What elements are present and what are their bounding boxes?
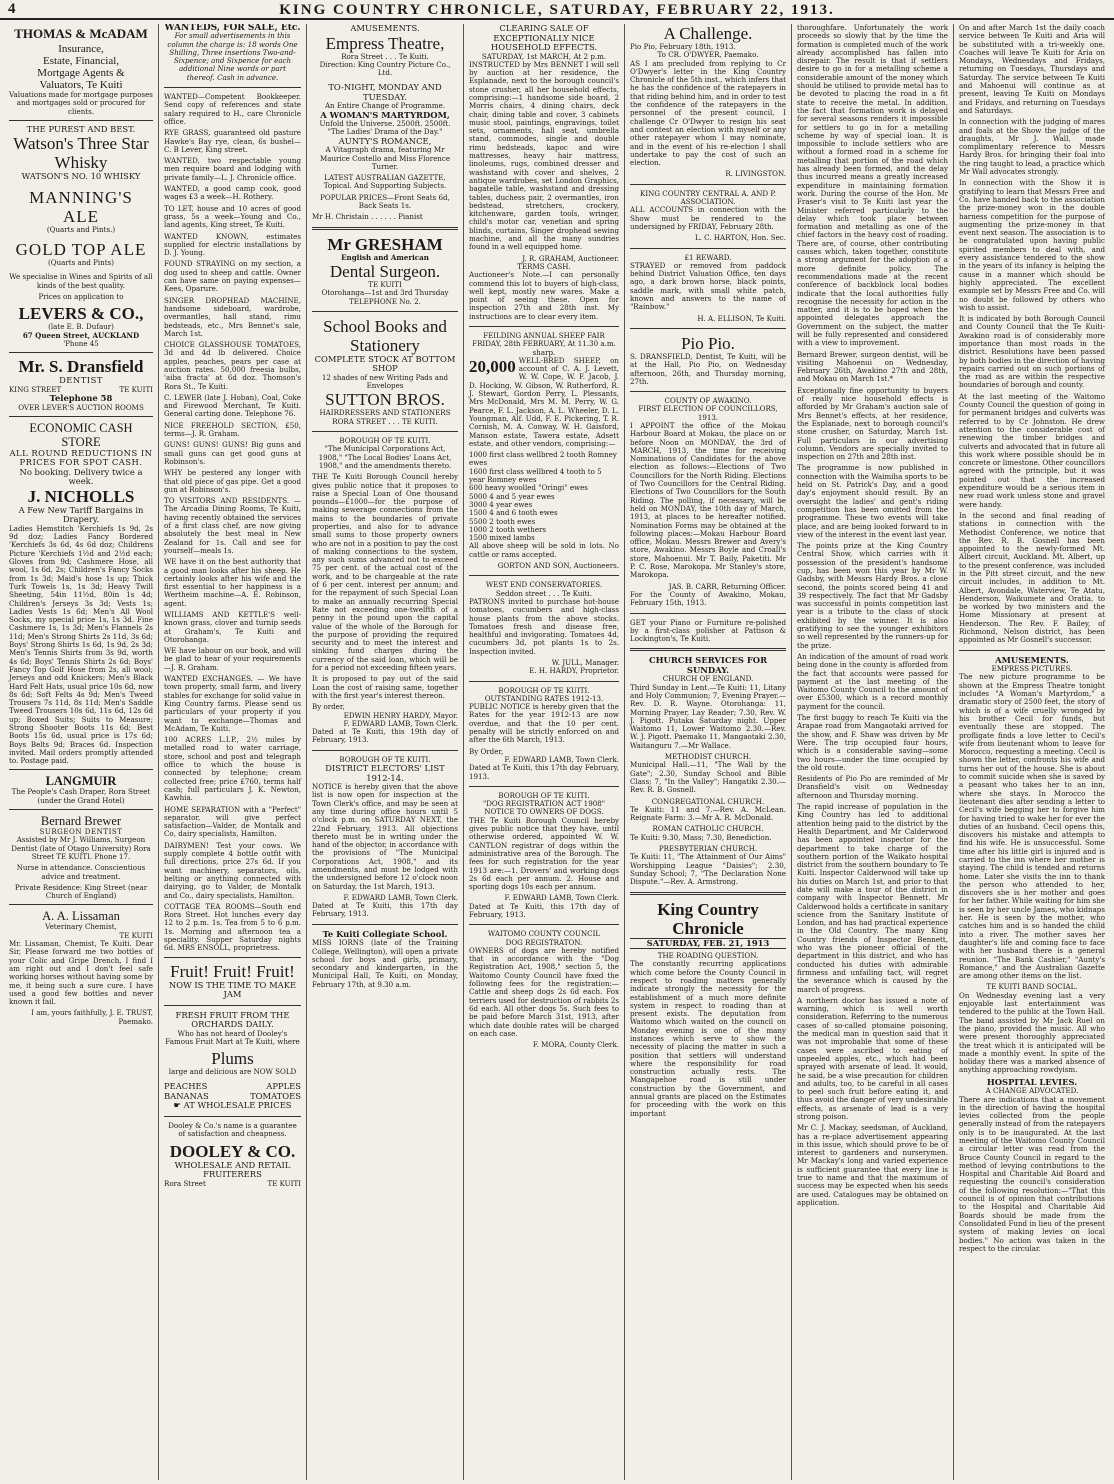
catholic-text: Te Kuiti: 9.30, Mass; 7.30, Benediction. bbox=[630, 832, 772, 842]
fruit-text: Who has not heard of Dooley's Famous Fruit Mart at Te Kuiti, where bbox=[165, 1028, 300, 1046]
reward-heading: £1 REWARD. bbox=[684, 252, 732, 262]
wanted-ad-2: RYE GRASS, guaranteed old pasture Hawke's Bay rye, clean, 6s bushel—C. B Lever, King street. bbox=[164, 128, 301, 154]
programme-label: An Entire Change of Programme. bbox=[324, 101, 446, 111]
wanted-ad-18: WANTED EXCHANGES. — We have town property, small farm, and livery stables for exchange for solid value in King Country farms. Please send us particulars of your property if you want to exchange—Thomas and McAdam, Te Kuiti. bbox=[164, 674, 301, 733]
dog-text: THE Te Kuiti Borough Council hereby gives public notice that they have, until otherwise ordered, appointed W. W. CANTLON registrar of dogs within the administrative area of the Borough. The fees for such registration for the year 1913 are:—1. Drovers' and working dogs 2s 6d each per annum. 2. House and sporting dogs 10s each per annum. bbox=[469, 815, 619, 892]
town-clerk-sign-2: F. EDWARD LAMB, Town Clerk. bbox=[343, 892, 458, 902]
by-order-1: By order, bbox=[312, 702, 345, 712]
gresham-sub: English and American bbox=[341, 252, 429, 262]
writing-pads: 12 shades of new Writing Pads and Envelopes bbox=[321, 372, 449, 391]
town-clerk-sign-4: F. EDWARD LAMB, Town Clerk. bbox=[504, 893, 619, 903]
buggy-text: The first buggy to reach Te Kuiti via the Arapae road from Mangaotaki arrived for the show, and F. Shaw was driven by Mr Were. The trip occupied four hours, which is a considerable saving—some two hours—under the time occupied by the old route. bbox=[797, 713, 948, 772]
methodist-heading: METHODIST CHURCH. bbox=[664, 752, 752, 762]
collegiate-text: MISS IORNS (late of the Training College, Wellington), will open a private school for boys and girls, primary, secondary and kindergarten, in the Municipal Hall, Te Kuiti, on Monday, February 17th, at 9.30 a.m. bbox=[312, 938, 458, 989]
waitomo-bridges-text: At the last meeting of the Waitomo County Council the question of going in for permanent bridges and culverts was referred to by Cr Johnston. He drew attention to the considerable cost of renewing the timber bridges and culverts and advocated that in future all this work where possible should be in concrete or limestone. Other councillors agreed with the principle, but it was pointed out that the increased expenditure would be a serious item in new road work unless stone and gravel were handy. bbox=[959, 391, 1105, 509]
sheep-item: 1600 first class wellbred 4 tooth to 5 year Romney ewes bbox=[469, 466, 602, 485]
feilding-date: FRIDAY, 28th FEBRUARY, At 11.30 a.m. sharp. bbox=[472, 339, 616, 357]
reductions-text: ALL ROUND REDUCTIONS IN PRICES FOR SPOT CASH. bbox=[9, 447, 153, 468]
band-social-text: On Wednesday evening last a very enjoyable last entertainment was tendered to the public at the Town Hall. The band assisted by Mr Jack Ruel on the piano, provided the music. All who were present thoroughly appreciated the treat which it is anticipated will be made a monthly event. In spite of the holiday there was a marked absence of anything approaching rowdyism. bbox=[959, 990, 1105, 1075]
congregational-heading: CONGREGATIONAL CHURCH. bbox=[651, 796, 765, 806]
roading-text-cont: thoroughfare. Unfortunately the work proceeds so slowly that by the time the formation is completed much of the work already accomplished has fallen into disrepair. The result is that if settlers desire to go in for a metalling scheme a considerable amount of the money which should be utilised to provide metal has to be devoted to placing the road in a fit state to receive the metal. In addition, the fact that formation work is delayed for several seasons renders it impossible for settlers to go in for a metalling scheme by way of special loan. It is impossible to include settlers who are without a formed road in a scheme for metalling that portion of the road which has already been formed, and the delay thus incurred means a greatly increased expenditure in maintaining formation work. During the course of the Hon. Mr Fraser's visit to Te Kuiti last year the Minister referred particularly to the delay which took place between formation and metalling as one of the chief factors in the heavy cost of roading. There are, of course, other contributing causes which, taken together, constitute a strong argument for the adoption of a more definite policy. The recommendations made at the recent conference of backblock local bodies indicate that the local authorities fully recognise the necessity for action in the matter, and it is to be hoped when the appointed delegates approach the Government on the subject, the matter will be fully represented and considered with a view to improvement. bbox=[797, 24, 948, 348]
loan-text: THE Te Kuiti Borough Council hereby gives public notice that it proposes to raise a Special Loan of One thousand pounds—£1000—for the purpose of making sewerage connections from the mains to the boundaries of private properties, and also for to advance small sums to those property owners who are not in a position to pay the cost of making connections to the system, any such sums advanced not to exceed 75 per cent. of the actual cost of the work, and to be chargeable at the rate of 6 per cent. interest per annum; and for the repayment of such Special Loan to make an annually recurring Special Rate not exceeding one-twelfth of a penny in the pound upon the capital value of the whole of the Borough for the purpose of providing the required security and to meet the interest and sinking fund charges during the currency of the said loan, which will be for a period not exceeding fifteen years. bbox=[312, 472, 458, 673]
gorton-sign: GORTON AND SON, Auctioneers. bbox=[497, 561, 619, 571]
borough-road-text: It is indicated by both Borough Council and County Council that the Te Kuiti-Awakino road is of considerably more importance than most roads in the district. Resolutions have been passed by both bodies in the direction of having repairs carried out on such portions of the road as are within the respective boundaries of borough and county. bbox=[959, 314, 1105, 390]
dog-registration-heading: DOG REGISTRATON. bbox=[505, 937, 583, 947]
show-2-text: In connection with the Show it is gratifying to learn that Messrs Free and Co. have handed back to the association the prize-money won in the double harness competition for the purpose of augmenting the prize-money in that event next season. The association is to be congratulated upon having public spirited members to deal with, and every assistance tendered to the show in the years of its infancy is helping the cause in a manner which should be highly appreciated. The excellent example set by Messrs Free and Co. will no doubt be followed by others who wish to assist. bbox=[959, 178, 1105, 312]
lissaman-location: TE KUITI bbox=[119, 930, 153, 940]
borough-act-text: "The Municipal Corporations Act, 1908," "The Local Bodies' Loans Act, 1908," and the amendments thereto. bbox=[318, 444, 452, 470]
watson-sub: WATSON'S NO. 10 WHISKY bbox=[21, 171, 141, 182]
sheep-item: 5500 2 tooth ewes bbox=[469, 516, 536, 526]
wanted-ad-9: CHOICE GLASSHOUSE TOMATOES, 3d and 4d lb delivered. Choice apples, peaches, pears per case at auction rates. 50,000 freesia bulbs, 'aiba fracta' at 6d doz. Thomson's Rora St., Te Kuiti. bbox=[164, 340, 301, 391]
column-7 bbox=[954, 24, 1110, 1480]
amusements-heading: AMUSEMENTS. bbox=[350, 24, 420, 33]
masthead bbox=[0, 0, 1114, 20]
gresham-name: Mr GRESHAM bbox=[327, 234, 443, 254]
loan-dated: Dated at Te Kuiti, this 19th day of February, 1913. bbox=[312, 727, 458, 745]
town-clerk-sign-3: F. EDWARD LAMB, Town Clerk. bbox=[504, 754, 619, 764]
electors-heading: DISTRICT ELECTORS' LIST 1912-14. bbox=[325, 763, 445, 783]
mannings-sub: (Quarts and Pints.) bbox=[46, 224, 116, 234]
dog-dated: Dated at Te Kuiti, this 17th day of February, 1913. bbox=[469, 901, 619, 919]
graham-sign: J. R. GRAHAM, Auctioneer. bbox=[522, 253, 619, 263]
lissaman-letter: Mr. Lissaman, Chemist, Te Kuiti. Dear Sir, Please forward me two bottles of your Colic and Gripe Drench, I find I am right out and I don't feel safe working horses without having some by me, it being such a sure cure. I have used a good few bottles and never known it fail. bbox=[9, 939, 153, 1007]
tariff-heading: A Few New Tariff Bargains in Drapery. bbox=[18, 504, 144, 525]
challenge-text: AS I am precluded from replying to Cr O'Dwyer's letter in the King Country Chronicle of the 5th inst., which infers that he has the confidence of the ratepayers in that riding behind him, and in order to test the confidence of the ratepayers in the personnel of the present council, I challenge Cr O'Dwyer to resign his seat and contest an election with myself or any other ratepayer whom I may nominate, and in the event of his re-election I shall undertake to pay the cost of such an election. bbox=[630, 58, 786, 168]
jull-sign: W. JULL, Manager. bbox=[551, 657, 619, 667]
feilding-heading: FEILDING ANNUAL SHEEP FAIR bbox=[483, 331, 605, 340]
sheep-item: 1000 2 tooth wethers bbox=[469, 524, 547, 534]
wanteds-heading: WANTEDS, FOR SALE, Etc. bbox=[164, 24, 301, 33]
wanted-ad-21: DAIRYMEN! Test your cows. We supply complete 4 bottle outfit with full directions, price 27s 6d. If you want machinery, separators, oils, belting or anything connected with dairying, go to Valder, de Montalk and Co., dairy specialists, Hamilton. bbox=[164, 840, 301, 900]
wanted-ad-5: TO LET, house and 10 acres of good grass, 5s a week—Young and Co., land agents, King street, Te Kuiti. bbox=[164, 203, 301, 230]
empress-pictures-text: The new picture programme to be shown at the Empress Theatre tonight includes "A Woman's Martyrdom," a dramatic story of 2500 feet, the story of which is of a wife cruelly wronged by his brother Cecil for funds, but eventually these are stopped. The profligate finds a love letter to Cecil's wife from lieutenant whom to leave for Morocco, requesting a meeting. Cecil is shown the letter, confronts his wife and turns her out of the house. She is about to commit suicide when she is saved by a peasant who takes her to an inn, where she stays. In Morocco the lieutenant dies after sending a letter to Cecil's wife begging her to forgive him for having tried to wake her for ever the duties of an husband. Cecil opens this, discovers his mistake and attempts to find his wife. He is unsuccessful. Some time after his little girl is injured and is carried to the inn where her mother is staying. The child is tended and returns home. Later she visits the inn to thank the person who attended to her, discovers she is her mother and goes for her father. While waiting for him she is seen by her uncle James, who kidnaps her. He is seen by the mother, who catches him and is so handed the child into a river. The mother saves her daughter's life and coming face to face with her husband there is a general reunion. "The Bank Cashier," "Aunty's Romance," and the Australian Gazette are among other items on the list. bbox=[959, 672, 1105, 981]
empress-pictures-heading: EMPRESS PICTURES. bbox=[991, 664, 1073, 674]
hospital-inspector-text: The rapid increase of population in the King Country has led to additional attention being paid to the district by the Health Department, and Mr Calderwood has been appointed inspector for the department to take charge of the southern portion of the Waikato hospital district from the southern boundary to Te Kuiti. Inspector Calderwood will take up his duties on March 1st, and prior to that date will make a tour of the district in company with Inspector Bennett. Mr Calderwood holds a certificate in sanitary science from the Sanitary Institute of London, and has had practical experience in the Old Country. The many King Country friends of Inspector Bennett, who was the pioneer official of the department in this district, and who has conducted his duties with admirable firmness and unfailing tact, will regret the severance which is caused by the march of progress. bbox=[797, 802, 948, 994]
wanted-ad-3: WANTED, two respectable young men require board and lodging with private family—L. J. Chronicle office. bbox=[164, 156, 301, 182]
church-services-heading: CHURCH SERVICES FOR SUNDAY. bbox=[648, 655, 768, 675]
rates-heading: OUTSTANDING RATES 1912-13. bbox=[484, 693, 604, 703]
wanted-ad-6: WANTED KNOWN, estimates supplied for electric installations by D. J. Young. bbox=[164, 231, 301, 258]
indication-text: An indication of the amount of road work being done in the county is afforded from the fact that accounts were passed for payment at the last meeting of the Waitomo County Council to the amount of over £5300, which is a record monthly payment for the council. bbox=[797, 651, 948, 711]
no-booking: No booking. Delivery twice a week. bbox=[19, 466, 143, 487]
electors-text: NOTICE is hereby given that the above list is now open for inspection at the Town Clerk's office, and may be seen at any time during office hours until 5 o'clock p.m. on SATURDAY NEXT, the 22nd February, 1913. All objections thereto must be in writing under the hand of the objector, in accordance with the provisions of "The Municipal Corporations Act, 1908," and its amendments, and must be lodged with the undersigned before 12 o'clock noon on Saturday, the 1st March, 1913. bbox=[312, 782, 458, 891]
sheep-item: 1000 first class wellbred 2 tooth Romney ewes bbox=[469, 450, 617, 468]
pianist-line: Mr H. Christain . . . . . . Pianist bbox=[312, 212, 423, 222]
electors-dated: Dated at Te Kuiti, this 17th day February, 1913. bbox=[312, 901, 458, 919]
page-number: 4 bbox=[8, 1, 16, 17]
martyrdom-title: A WOMAN'S MARTYRDOM, bbox=[320, 109, 450, 120]
bennet-sale-text: INSTRUCTED by Mrs BENNET I will sell by auction at her residence, the Esplanade, next to the borough council's stone crusher, all her household effects, comprising:—1 handsome side board, 2 Morris chairs, 4 dining chairs, deck chair, dining table and cover, 3 cabinets music stool, paintings, engravings, toilet sets, ornaments, hall seat, umbrella stand, commodes, single and double rimu bedsteads, kapoc and wire mattresses, heavy hair mattress, linoleums, rugs, combined dresser and washstand with cover and shelves, 2 antique wardrobes, set London Graphics, bagatelle table, washstand and dressing tables, duchess pair, 2 overmantles, iron bedstead, stretchers, crockery, kitchenware, garden tools, wringer, child's motor car, venetian and spring blinds, curtains, Singer drophead sewing machine, and all the many sundries found in a well equipped home. bbox=[469, 59, 619, 252]
presbyterian-text: Te Kuiti: 11, "The Attainment of Our Aims" Worshipping League "Daisies"; 2.30, Sunday School; 7, "The Declaration None Dispute."—Rev. A. Armstrong. bbox=[630, 852, 786, 887]
sheep-note: All above sheep will be sold in lots. No cattle or rams accepted. bbox=[469, 541, 619, 559]
terms-cash: TERMS CASH. bbox=[517, 261, 571, 271]
wanted-ad-11: NICE FREEHOLD SECTION, £50, terms—J. R. Graham. bbox=[164, 420, 301, 439]
empress-direction: Direction: King Country Picture Co., Ltd. bbox=[319, 59, 451, 78]
gazette-text: LATEST AUSTRALIAN GAZETTE, Topical. And Supporting Subjects. bbox=[323, 173, 447, 191]
otorohanga-line: Otorohanga—1st and 3rd Thursday bbox=[321, 288, 449, 298]
sheep-count: 20,000 bbox=[469, 356, 516, 376]
presbyterian-heading: PRESBYTERIAN CHURCH. bbox=[658, 844, 758, 854]
plums-text: large and delicious are NOW SOLD bbox=[168, 1067, 297, 1077]
wanted-ad-19: 100 ACRES L.I.P., 2½ miles by metalled road to water carriage, store, school and post and telegraph office to which the house is connected by telephone; cream collected free; price £760, terms half cash; full particulars J. K. Newton, Kawhia. bbox=[164, 735, 301, 803]
rates-text: PUBLIC NOTICE is hereby given that the Rates for the year 1912-13 are now overdue, and that the 10 per cent. penalty will be strictly enforced on and after the 6th March, 1913. bbox=[469, 702, 619, 745]
school-books: School Books and Stationery bbox=[323, 316, 447, 355]
brewer-sub: SURGEON DENTIST bbox=[39, 827, 123, 837]
lissaman-name: A. A. Lissaman bbox=[42, 909, 120, 924]
sheep-item: 5000 4 and 5 year ewes bbox=[469, 491, 555, 501]
loan-text-2: It is proposed to pay out of the said Loan the cost of raising same, together with the first year's interest thereon. bbox=[312, 674, 458, 700]
dog-notice-heading: NOTICE TO OWNERS OF DOGS. bbox=[484, 807, 604, 817]
piopio-heading: Pio Pio. bbox=[681, 333, 735, 353]
rates-dated: Dated at Te Kuiti, this 17th day February, 1913. bbox=[469, 763, 619, 781]
apples-label: APPLES bbox=[266, 1081, 301, 1092]
wanted-ad-1: WANTED—Competent Bookkeeper. Send copy of references and state salary required to H., care Chronicle office. bbox=[164, 92, 301, 126]
catholic-heading: ROMAN CATHOLIC CHURCH. bbox=[652, 824, 764, 834]
gold-top-ale: GOLD TOP ALE bbox=[15, 240, 147, 260]
lissaman-sign: I am, yours faithfully, J. E. TRUST, Paemako. bbox=[31, 1008, 153, 1026]
thomas-line-2: Estate, Financial, bbox=[42, 55, 120, 67]
hospital-levies-text: There are indications that a movement in the direction of having the hospital levies collected from the people generally instead of from the ratepayers only is to be inaugurated. At the last meeting of the Waitomo County Council a circular letter was read from the Bruce County Council in regard to the method of levying contributions to the Hospital and Charitable Aid Board and requesting the council's consideration of the following resolution:—"That this council is of opinion that contributions to the Hospital and Charitable Aid Boards should be made from the Consolidated Fund in lieu of the present system of making levies on local bodies." No action was taken in the respect to the circular. bbox=[959, 1094, 1105, 1253]
popular-prices: POPULAR PRICES—Front Seats 6d, Back Seats 1s. bbox=[320, 192, 450, 211]
sutton-location: RORA STREET . . . TE KUITI. bbox=[332, 416, 438, 426]
dransfield-telephone: Telephone 58 bbox=[49, 393, 113, 404]
dooley-rora: Rora Street bbox=[164, 1178, 206, 1188]
complete-stock: COMPLETE STOCK AT BOTTOM SHOP bbox=[314, 353, 456, 374]
dooley-address bbox=[164, 1180, 301, 1188]
sheep-item: 3000 4 year ewes bbox=[469, 499, 533, 509]
amusements-heading-2: AMUSEMENTS. bbox=[995, 654, 1069, 665]
page-columns bbox=[4, 24, 1110, 1480]
town-clerk-sign: F. EDWARD LAMB, Town Clerk. bbox=[343, 718, 458, 728]
clearing-sale-heading: CLEARING SALE OF EXCEPTIONALLY NICE HOUSEHOLD EFFECTS. bbox=[490, 24, 598, 52]
fruit-heading: Fruit! Fruit! Fruit! bbox=[170, 961, 295, 981]
wanted-ad-12: GUNS! GUNS! GUNS! Big guns and small guns can get good guns at Robinson's. bbox=[164, 440, 301, 466]
dooley-name: DOOLEY & CO. bbox=[169, 1141, 296, 1161]
awakino-heading: COUNTY OF AWAKINO. bbox=[664, 396, 752, 406]
king-street: KING STREET bbox=[9, 384, 62, 394]
kcap-heading: KING COUNTRY CENTRAL A. AND P. ASSOCIATION. bbox=[640, 188, 776, 207]
tariff-text: Ladies Hemstitch 'Kerchiefs 1s 9d, 2s 9d doz; Ladies Fancy Bordered 'Kerchiefs 3s 6d, 4s 6d doz; Childrens Picture 'Kerchiefs 1½d and 2½d each; Gloves from 9d; Cashmere Hose, all wool, 1s 6d, 2s; Children's Fancy Socks from 1s 3d; Maid's hose 1s up; Thick Turk Towels 1s, 1s 3d; Heavy Twill Sheeting, 54in 11½d, 80in 1s 4d; Children's Jerseys 3s 3d; Vests 1s; Ladies Vests 1s 6d; Men's All Wool Socks, my special price 1s, 1s 3d. Fine Cashmere 1s, 1s 3d; Men's Flannels 2s 11d; Men's Strong Shirts 2s 11d, 3s 6d; Boys' Strong Shirts 1s 6d, 1s 9d, 2s 3d; Men's Tennis Shirts from 3s 9d, worth 4s 6d; Boys' Tennis Shirts 2s 6d; Boys' Fancy Top Golf Hose from 2s, all wool; Jerseys and odd Knickers; Men's Black Hard Felt Hats, usual price 10s 6d, now 8s 6d; Soft Felts 4s 9d; Men's Tweed Trousers 7s 11d, 8s 11d; Men's Saddle Tweed Trousers 10s 6d, 11s 6d, 12s 6d up; Boxed Suits; Suits to Measure; Strong Shooter Boots 11s 6d; Best Boots 15s 6d, usual price is 17s 6d; Boys Belts 9d; Braces 6d. Inspection invited. Mail orders promptly attended to. Postage paid. bbox=[9, 523, 153, 766]
harton-sign: L. C. HARTON, Hon. Sec. bbox=[694, 233, 786, 243]
by-order-2: By Order, bbox=[469, 746, 504, 756]
mackay-text: Mr C. J. Mackay, seedsman, of Auckland, has a re-place advertisement appearing in this issue, which should prove to be of interest to gardeners and nurserymen. Mr Mackay's long and varied experience is sufficient guarantee that every line is true to name and that the maximum of success may be expected when his seeds are used. Catalogues may be obtained on application. bbox=[797, 1123, 948, 1207]
dransfield-name: Mr. S. Dransfield bbox=[18, 357, 144, 377]
wanted-ad-8: SINGER DROPHEAD MACHINE, handsome sideboard, wardrobe, overmantles, hall stand, rimu bedsteads, etc., Mrs Bennet's sale, March 1st. bbox=[164, 295, 301, 338]
gold-top-sub: (Quarts and Pints) bbox=[48, 258, 114, 268]
levers-address: 67 Queen Street, AUCKLAND bbox=[22, 330, 140, 340]
coe-heading: CHURCH OF ENGLAND. bbox=[662, 674, 754, 684]
sheep-item: 1500 4 and 6 tooth ewes bbox=[469, 508, 558, 518]
purest-label: THE PUREST AND BEST. bbox=[26, 123, 136, 134]
column-6 bbox=[792, 24, 954, 1480]
coe-text: Third Sunday in Lent.—Te Kuiti: 11, Litany and Holy Communion; 7, Evening Prayer.—Rev. D. R. Wayne. Otorohanga: 11, Morning Prayer, Lay Reader; 7.30, Rev. W. J. Pigott. Putaka Saturday night. Upper Waitomo 11, Lower Waitomo 2.30.—Rev. W. J. Pigott. Paemako 11, Mangaotaki 2.30, Waitanguru 7.—Mr Wallace. bbox=[630, 682, 786, 750]
private-residence: Private Residence: King Street (near Church of England) bbox=[14, 882, 148, 901]
aunty-text: A Vitagraph drama, featuring Mr Maurice Costello and Miss Florence Turner. bbox=[319, 145, 451, 171]
wanted-ad-17: WE have labour on our book, and will be glad to hear of your requirements—J. R. Graham. bbox=[164, 646, 301, 672]
wanted-ad-16: WILLIAMS AND KETTLE'S well-known grass, clover and turnip seeds at Graham's, Te Kuiti and Otorohanga. bbox=[164, 610, 301, 644]
peaches-label: PEACHES bbox=[164, 1081, 208, 1092]
gresham-telephone: TELEPHONE No. 2. bbox=[349, 296, 421, 306]
thomas-mcadam-name: THOMAS & McADAM bbox=[14, 26, 148, 41]
column-2 bbox=[159, 24, 307, 1480]
first-election-heading: FIRST ELECTION OF COUNCILLORS, 1913. bbox=[638, 404, 778, 422]
sutton-bros: SUTTON BROS. bbox=[325, 390, 445, 410]
sheep-item: 1500 mixed lambs bbox=[469, 533, 535, 543]
levers-phone: 'Phone 45 bbox=[63, 338, 99, 348]
sheep-item: 600 heavy woolled "Oringi" ewes bbox=[469, 483, 588, 493]
waitomo-dog-text: OWNERS of dogs are hereby notified that in accordance with the "Dog Registration Act, 1908," section 5, the Waitomo County Council have fixed the following fees for the registration:—Cattle and sheep dogs 2s 6d each. Fox terriers used for destruction of rabbits 2s 6d each. All other dogs 5s. Such fees to be paid before March 31st, 1913, after which date double rates will be charged on each case. bbox=[469, 945, 619, 1038]
sutton-sub: HAIRDRESSERS AND STATIONERS bbox=[319, 408, 451, 418]
empress-address: Rora Street . . . Te Kuiti. bbox=[341, 51, 429, 61]
thomas-line-3: Mortgage Agents & bbox=[37, 67, 125, 79]
langmuir-sub: The People's Cash Draper, Rora Street (under the Grand Hotel) bbox=[11, 787, 151, 805]
accounts-text: ALL ACCOUNTS in connection with the Show must be rendered to the undersigned by FRIDAY, February 28th. bbox=[630, 205, 786, 231]
west-end-heading: WEST END CONSERVATORIES. bbox=[485, 580, 603, 590]
collegiate-heading: Te Kuiti Collegiate School. bbox=[322, 928, 448, 939]
mayor-sign: EDWIN HENRY HARDY, Mayor. bbox=[343, 710, 458, 720]
plums-heading: Plums bbox=[211, 1049, 254, 1069]
te-kuiti-label: TE KUITI bbox=[119, 384, 153, 394]
northern-doctor-text: A northern doctor has issued a note of warning, which is well worth consideration. Referring to the numerous cases of so-called ptomaine poisoning, the medical man in question said that it was not improbable that some of these cases were ascribed to eating of unpeeled apples, etc., which had been sprayed with arsenate of lead. It would, he said, be a wise precaution for children and adults, too, to be careful in all cases to peel such fruit before eating it, and thus avoid the danger of very undesirable effects, as arsenate of lead is a very strong poison. bbox=[797, 995, 948, 1121]
aunty-title: AUNTY'S ROMANCE, bbox=[338, 135, 432, 146]
seddon-street: Seddon street . . . Te Kuiti. bbox=[495, 588, 593, 598]
langmuir-name: LANGMUIR bbox=[45, 774, 117, 789]
dransfield-dentist: DENTIST bbox=[59, 375, 103, 386]
thomas-line-1: Insurance, bbox=[58, 43, 104, 55]
column-1 bbox=[4, 24, 159, 1480]
prices-text: Prices on application to bbox=[38, 292, 124, 302]
column-3 bbox=[307, 24, 464, 1480]
fruit-fresh: FRESH FRUIT FROM THE ORCHARDS DAILY. bbox=[175, 1009, 290, 1030]
levers-sub: (late E. B. Dufaur) bbox=[48, 322, 114, 332]
challenge-heading: A Challenge. bbox=[663, 24, 753, 43]
dental-surgeon: Dental Surgeon. bbox=[329, 261, 441, 281]
methodist-text: Municipal Hall.—11, "The Wall by the Gate"; 2.30, Sunday School and Bible Class; 7, "In the Valley"; Hangatiki 2.30.—Rev. R. B. Gosnell. bbox=[630, 760, 786, 795]
martyrdom-sub: Unfold the Universe. 2500ft. 2500ft. "The Ladies' Drama of the Day." bbox=[319, 119, 451, 137]
residents-text: Residents of Pio Pio are reminded of Mr Dransfield's visit on Wednesday afternoon and Thursday morning. bbox=[797, 774, 948, 800]
dog-act-heading: "DOG REGISTRATION ACT 1908" bbox=[482, 799, 605, 809]
sale-opportunity-text: Exceptionally fine opportunity to buyers of really nice household effects is afforded by Mr Graham's auction sale of Mrs Bennet's effects, at her residence, the Esplanade, next to borough council's stone crusher, on Saturday, March 1st. Full particulars in our advertising column. Vendors are specially invited to inspection on 27th and 28th inst. bbox=[797, 385, 948, 462]
clearing-sale-date: SATURDAY, 1st MARCH, At 2 p.m. bbox=[481, 51, 607, 61]
piopio-text: S. DRANSFIELD, Dentist, Te Kuiti, will be at the Hall, Pio Pio, on Wednesday afternoon, 26th, and Thursday morning, 27th. bbox=[630, 351, 786, 386]
thomas-tagline: Valuations made for mortgage purposes and mortgages sold or procured for clients. bbox=[9, 90, 153, 116]
livingston-sign: R. LIVINGSTON. bbox=[725, 169, 786, 179]
congregational-text: Te Kuiti: 11 and 7.—Rev. A. McLean. Reignate Farm: 3.—Mr A. R. McDonald. bbox=[630, 804, 786, 823]
challenge-to: To CR. O'DWYER, Paemako. bbox=[657, 50, 759, 60]
strayed-text: STRAYED or removed from paddock behind District Valuation Office, ten days ago, a dark brown horse, black points, saddle mark, with small white patch, known and answers to the name of "Rainbow." bbox=[630, 260, 786, 312]
ellison-sign: H. A. ELLISON, Te Kuiti. bbox=[697, 313, 786, 323]
hardy-proprietor: E. H. HARDY, Proprietor. bbox=[529, 666, 619, 676]
wanted-ad-7: FOUND STRAYING on my section, a dog used to sheep and cattle. Owner can have same on paying expenses—Kees, Oparure. bbox=[164, 259, 301, 294]
wines-text: We specialise in Wines and Spirits of all kinds of the best quality. bbox=[9, 272, 153, 290]
column-5 bbox=[625, 24, 792, 1480]
dooley-tekuiti: TE KUITI bbox=[267, 1178, 301, 1188]
mannings-ale: MANNING'S ALE bbox=[29, 187, 133, 226]
lissaman-sub: Veterinary Chemist, bbox=[45, 922, 117, 932]
wanted-ad-22: COTTAGE TEA ROOMS—South end Rora Street. Hot lunches every day 12 to 2 p.m. 1s. Tea from 5 to 6 p.m. 1s. Morning and afternoon tea a speciality. Supper Saturday nights 6d. MRS ENSOLL, proprietress. bbox=[164, 901, 301, 953]
dental-location: TE KUITI bbox=[368, 279, 402, 289]
watson-title: Watson's Three Star Whisky bbox=[13, 134, 149, 173]
wanted-ad-15: WE have it on the best authority that a good man looks after his sheep. He certainly looks after his wife and the first essential to her happiness is a Wertheim machine—A. E. Robinson, agent. bbox=[164, 557, 301, 608]
band-social-heading: TE KUITI BAND SOCIAL. bbox=[986, 982, 1078, 992]
wanted-ad-10: C. LEWER (late J. Hoban), Coal, Coke and Firewood Merchant, Te Kuiti. General carting done. Telephone 76. bbox=[164, 392, 301, 419]
hospital-levies-heading: HOSPITAL LEVIES. bbox=[986, 1076, 1078, 1087]
carr-sign: JAS. B. CARR, Returning Officer. bbox=[668, 581, 786, 591]
pointing-hand-icon: ☛ bbox=[173, 1100, 184, 1111]
coach-text: On and after March 1st the daily coach service between Te Kuiti and Aria will be substituted with a tri-weekly one. Coaches will leave Te Kuiti for Aria on Mondays, Wednesdays and Fridays, returning on Tuesdays, Thursdays and Saturday. The service between Te Kuiti and Mahoenui will continue as at present, leaving Te Kuiti on Mondays and Fridays, and returning on Tuesdays and Saturdays. bbox=[959, 24, 1105, 115]
fruit-time: NOW IS THE TIME TO MAKE JAM bbox=[168, 979, 297, 1000]
borough-heading-1: BOROUGH OF TE KUITI. bbox=[339, 436, 431, 446]
borough-heading-3: BOROUGH OF TE KUITI. bbox=[498, 685, 590, 695]
nurse-text: Nurse in attendance. Conscientious advice and treatment. bbox=[16, 863, 146, 881]
borough-heading-4: BOROUGH OF TE KUITI. bbox=[498, 790, 590, 800]
wanteds-small-print: For small advertisements in this column the charge is: 18 words One Shilling, Three insertions Two-and-Sixpence; and Sixpence for each additional Nine words or part thereof. Cash in advance. bbox=[167, 31, 298, 82]
sports-text: The programme is now published in connection with the Waimiha sports to be held on St. Patrick's Day, and a good day's enjoyment should result. By an oversight the ladies' and gent's riding competition has been omitted from the programme. These two events will take place, and are being looked forward to in view of the interest in the event last year. bbox=[797, 463, 948, 539]
wanted-ad-14: TO VISITORS AND RESIDENTS. —The Arcadia Dining Rooms, Te Kuiti, having recently obtained the services of a first class chef, are now giving absolutely the best meal in New Zealand for 1s. Call and see for yourself—meals 1s. bbox=[164, 496, 301, 555]
patrons-text: PATRONS invited to purchase hot-house tomatoes, cucumbers and high-class house plants from the above stocks. Tomatoes fresh and disease free, healthful and invigorating. Tomatoes 4d, cucumbers 3d, pot plants 1s to 2s. Inspection invited. bbox=[469, 596, 619, 656]
levers-name: LEVERS & CO., bbox=[18, 304, 144, 324]
waitomo-heading: WAITOMO COUNTY COUNCIL bbox=[487, 929, 601, 939]
brewer-text: Assisted by Mr J. Williams, Surgeon Dentist (late of Otago University) Rora Street TE KUITI. Phone 17. bbox=[11, 835, 151, 861]
tomatoes-label: TOMATOES bbox=[250, 1090, 301, 1101]
borough-heading-2: BOROUGH OF TE KUITI. bbox=[339, 754, 431, 764]
kcc-title: King Country Chronicle bbox=[657, 899, 759, 938]
empress-theatre: Empress Theatre, bbox=[325, 33, 445, 53]
nicholls-name: J. NICHOLLS bbox=[27, 486, 135, 506]
economic-store: ECONOMIC CASH STORE bbox=[29, 420, 133, 449]
thomas-lines bbox=[9, 43, 153, 91]
tonight-label: TO-NIGHT, MONDAY AND TUESDAY. bbox=[328, 82, 442, 102]
election-text: I APPOINT the office of the Mokau Harbour Board at Mokau, the place on or before Noon on MONDAY, the 3rd of MARCH, 1913, the time for receiving Nominations of Candidates for the above election as follows:—Elections of Two Councillors for the North Riding. Elections of Two Councillors for the Central Riding. Elections of Two Councillors for the South Riding. The polling, if necessary, will be held on MONDAY, the 10th day of March, 1913, at places to be hereafter notified. Nomination Forms may be obtained at the following places:—Mokau Harbour Board office, Mokau. Messrs Brewer and Avery's store, Awakino. Messrs Boyle and Croall's store, Mahoenui. Mr T. Baily, Paketiti. Mr P. C. Rose, Marokopa. Mr Stanley's store, Marokopa. bbox=[630, 420, 786, 580]
challenge-place-date: Pio Pio, February 18th, 1913. bbox=[630, 42, 736, 51]
wanted-ad-4: WANTED, a good camp cook, good wages £3 a week—H. Rothery. bbox=[164, 184, 301, 202]
auctioneer-note: Auctioneer's Note.—I can personally commend this lot to buyers of high-class, well kept, mostly new wares. Make a point of seeing these. Open for inspection 27th and 28th inst. My instructions are to clear every item. bbox=[469, 270, 619, 321]
roading-text: The constantly recurring applications which come before the County Council in respect to roading matters generally indicate strongly the necessity for the establishment of a much more definite system in respect to roading than at present exists. The deputation from Waitomo which waited on the council on Monday evening is one of the many instances which serve to show the necessity of placing the matter in such a position that settlers will understand where the responsibility for road construction actually rests. The Mangapehoe road is still under construction by the Government, and annual grants are placed on the Estimates for proceeding with the work on this important bbox=[630, 959, 786, 1118]
brewer-name: Bernard Brewer bbox=[40, 814, 122, 829]
over-levers: OVER LEVER'S AUCTION ROOMS bbox=[18, 402, 144, 412]
mora-sign: F. MORA, County Clerk. bbox=[532, 1040, 619, 1050]
masthead-title: KING COUNTRY CHRONICLE, SATURDAY, FEBRUARY 22, 1913. bbox=[279, 2, 835, 18]
piano-text: GET your Piano or Furniture re-polished by a first-class polisher at Pattison & Lockington's, Te Kuiti. bbox=[630, 617, 786, 644]
dooley-sub: WHOLESALE AND RETAIL FRUITERERS bbox=[174, 1159, 291, 1180]
dooley-guarantee: Dooley & Co.'s name is a guarantee of satisfaction and cheapness. bbox=[168, 1120, 297, 1139]
wholesale-label: AT WHOLESALE PRICES bbox=[183, 1100, 292, 1111]
wanted-ad-13: WHY be pestered any longer with that old piece of gas pipe. Get a good gun at Robinson's. bbox=[164, 468, 301, 494]
hospital-levies-sub: A CHANGE ADVOCATED. bbox=[985, 1086, 1079, 1096]
carr-date: For the County of Awakino, Mokau, February 15th, 1913. bbox=[630, 589, 786, 608]
sheep-list bbox=[469, 451, 619, 542]
show-text: In connection with the judging of mares and foals at the Show the judge of the draughts, Mr J. Wall, made complimentary reference to Messrs Hardy Bros. for bringing their foal into the ring taught to lead, a practice which Mr Wall advocates strongly. bbox=[959, 117, 1105, 177]
wholesale-prices bbox=[164, 1101, 301, 1111]
wanted-ad-20: HOME SEPARATION with a "Perfect" separator, will give perfect satisfaction—Valder, de Montalk and Co, dairy specialists, Hamilton. bbox=[164, 804, 301, 839]
thomas-line-4: Valuators, Te Kuiti bbox=[39, 79, 123, 91]
roading-heading: THE ROADING QUESTION. bbox=[657, 951, 759, 961]
kcc-date: SATURDAY, FEB. 21, 1913 bbox=[630, 938, 786, 950]
column-4 bbox=[464, 24, 625, 1480]
brewer-visit-text: Bernard Brewer, surgeon dentist, will be visiting Mahoenui on Wednesday, February 26th, Awakino 27th and 28th, and Mokau on March 1st.* bbox=[797, 349, 948, 384]
bananas-label: BANANAS bbox=[164, 1090, 209, 1101]
points-text: The points prize at the King Country Central Show, which carries with it possession of the president's handsome cup, has been won this year by Mr W. Gadsby, with Messrs Hardy Bros. a close second, the points scored being 41 and 39 respectively. The fact that Mr Gadsby was successful in points competition last year is a tribute to the class of stock exhibited by the winner. It is also gratifying to see the younger exhibitors so well represented by the runners-up for the prize. bbox=[797, 541, 948, 650]
conference-text: In the second and final reading of stations in connection with the Methodist Conference, we notice that the Rev. R. B. Gosnell has been appointed to the newly-formed Mt. Albert circuit, Auckland. Mt. Albert, up to the present conference, was included in the Pitt street circuit, and the new circuit includes, in addition to Mt. Albert, Avondale, Waterview, Te Atatu, Henderson, Waikumete and Oratia, to be worked by two ministers and the Home Missionary at present at Henderson. The Rev. F. Bailey, of Richmond, Nelson district, has been appointed as Mr Gosnell's successor. bbox=[959, 510, 1105, 645]
sheep-text: WELL-BRED SHEEP, on account of C. A. J. Levett, W. W. Cope, W. F. Jacob, J. D. Hocking, W. Gibson, W. Rutherford, R. J. Stewart, Gordon Perry, L. Plessants, Mrs McDonald, Mrs M. M. Perry, W. G. Pearce, F. L. Jackson, A. L. Wheeler, D. L. Youngman, Alf. Udd, F. E. Pickering, T. R. Cornish, M. A. Conway, W. H. Gaisford, Manson estate, Tawera estate, Adsett estate, and other vendors, comprising:— bbox=[469, 355, 619, 448]
